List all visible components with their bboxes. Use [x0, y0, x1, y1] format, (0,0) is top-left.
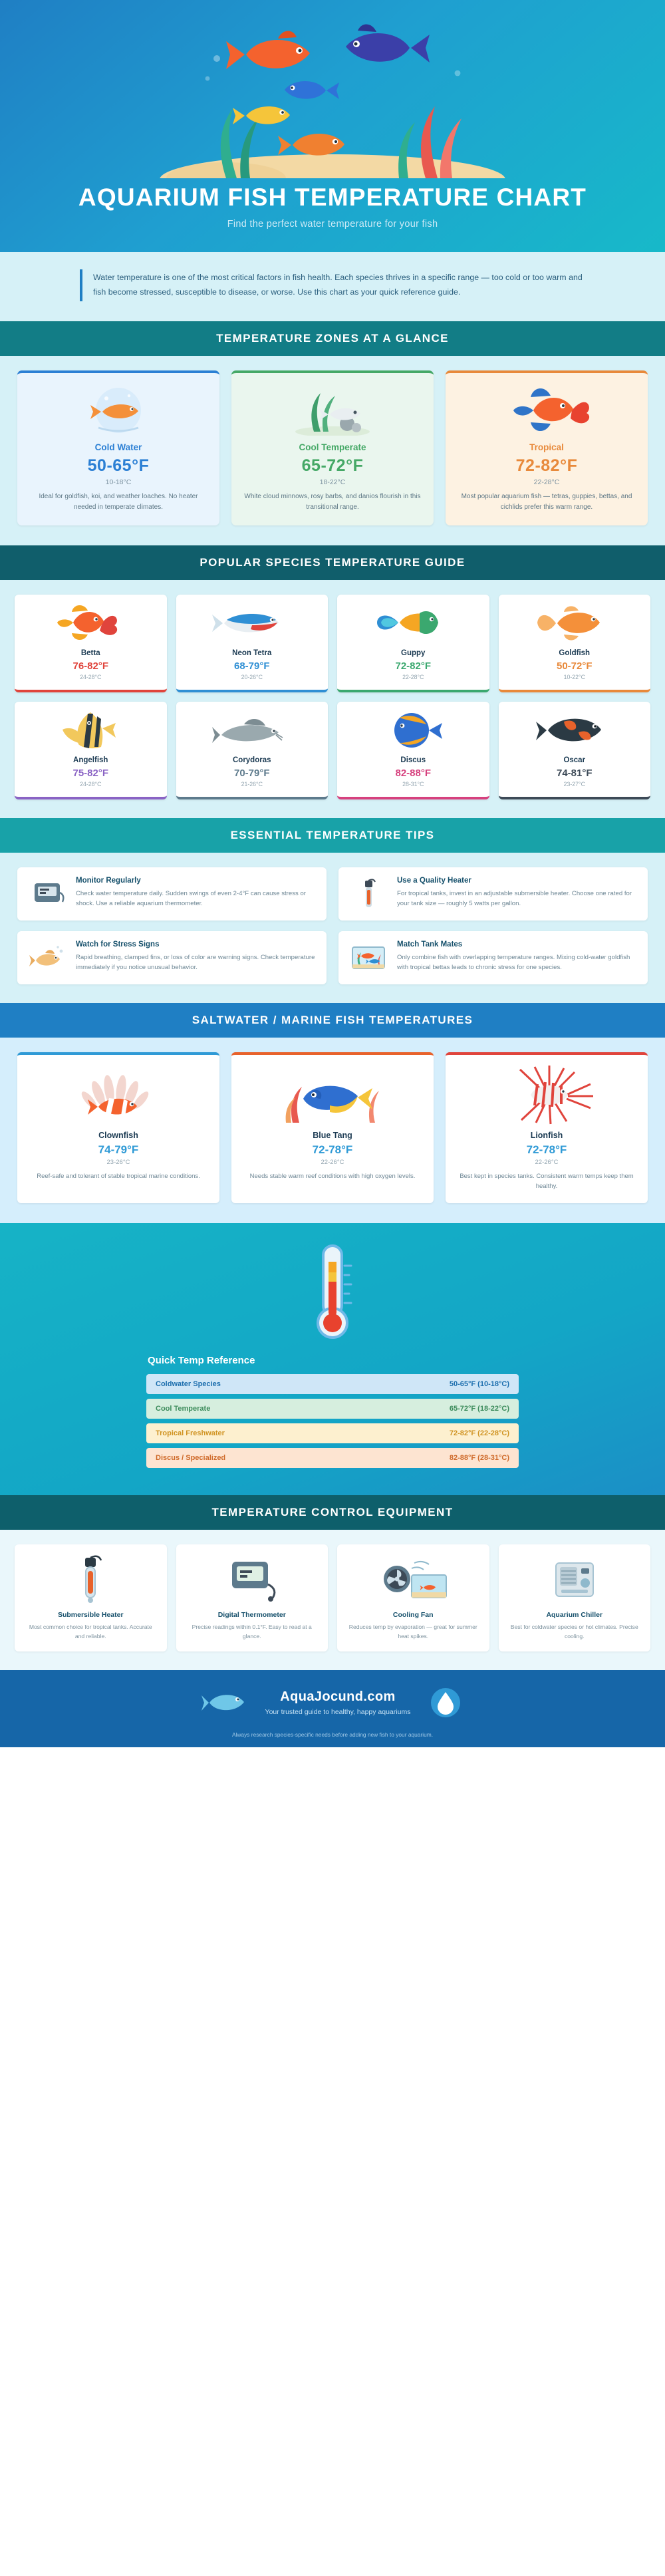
zone-description: White cloud minnows, rosy barbs, and danios flourish in this transitional range. — [244, 492, 421, 511]
equipment-section-header: TEMPERATURE CONTROL EQUIPMENT — [0, 1495, 665, 1530]
species-card-oscar — [499, 702, 651, 799]
species-celsius: 24-28°C — [80, 780, 102, 787]
community-tank-icon — [349, 940, 388, 975]
footer-disclaimer: Always research species-specific needs before adding new fish to your aquarium. — [0, 1731, 665, 1747]
species-celsius: 10-22°C — [563, 673, 585, 680]
page-title: AQUARIUM FISH TEMPERATURE CHART — [78, 184, 587, 211]
species-temp: 70-79°F — [233, 767, 270, 779]
marine-name: Blue Tang — [313, 1130, 352, 1140]
quick-ref-value: 65-72°F (18-22°C) — [449, 1404, 509, 1413]
tip-text: Rapid breathing, clamped fins, or loss of color are warning signs. Check temperature immediately if you notice unusual behavior. — [76, 953, 315, 972]
quick-ref-label: Cool Temperate — [156, 1404, 211, 1413]
intro-section — [0, 252, 665, 321]
quick-reference-title: Quick Temp Reference — [148, 1354, 255, 1366]
species-section — [0, 580, 665, 818]
cool-water-plants-icon — [241, 384, 424, 436]
quick-ref-row-tropical-freshwater — [146, 1423, 519, 1443]
zones-section-header: TEMPERATURE ZONES AT A GLANCE — [0, 321, 665, 356]
species-name: Betta — [80, 648, 100, 657]
species-celsius: 23-27°C — [563, 780, 585, 787]
intro-text: Water temperature is one of the most critical factors in fish health. Each species thrives in a specific range — too cold or too warm and fish become stressed, susceptible to disease, or worse. Use this chart as your quick reference guide. — [93, 273, 583, 297]
marine-temp: 72-78°F — [312, 1143, 353, 1156]
marine-card-lionfish — [446, 1052, 648, 1203]
zone-description: Ideal for goldfish, koi, and weather loaches. No heater needed in temperate climates. — [39, 492, 198, 511]
marine-section — [0, 1038, 665, 1223]
zone-range: 50-65°F — [87, 456, 150, 475]
quick-ref-row-coldwater — [146, 1374, 519, 1394]
page-subtitle: Find the perfect water temperature for your fish — [227, 219, 438, 230]
equipment-section — [0, 1530, 665, 1671]
marine-description: Reef-safe and tolerant of stable tropical marine conditions. — [37, 1172, 200, 1180]
brand-name: AquaJocund.com — [280, 1689, 396, 1705]
clownfish-anemone-icon — [25, 1064, 211, 1125]
species-card-angelfish — [15, 702, 167, 799]
betta-icon — [20, 603, 162, 644]
species-card-corydoras — [176, 702, 329, 799]
zone-range: 72-82°F — [515, 456, 578, 475]
submersible-heater-icon — [21, 1555, 160, 1604]
marine-celsius: 23-26°C — [106, 1158, 130, 1166]
quick-reference-table — [146, 1355, 519, 1468]
aquarium-chiller-icon — [505, 1555, 644, 1604]
equipment-name: Cooling Fan — [392, 1610, 434, 1619]
hero-fish-illustration — [27, 12, 638, 178]
stressed-fish-icon — [28, 940, 66, 975]
lionfish-icon — [454, 1064, 640, 1125]
corydoras-icon — [182, 710, 323, 751]
zone-name: Tropical — [529, 442, 564, 452]
equipment-desc: Most common choice for tropical tanks. Accurate and reliable. — [29, 1623, 152, 1640]
tip-text: Check water temperature daily. Sudden swings of even 2-4°F can cause stress or shock. Use a reliable aquarium thermometer. — [76, 889, 307, 908]
tip-title: Use a Quality Heater — [397, 876, 471, 885]
species-card-guppy — [337, 595, 489, 692]
species-name: Goldfish — [559, 648, 591, 657]
quick-ref-label: Tropical Freshwater — [156, 1429, 225, 1437]
species-grid — [15, 595, 650, 799]
marine-name: Lionfish — [530, 1130, 563, 1140]
cooling-fan-icon — [344, 1555, 483, 1604]
species-celsius: 20-26°C — [241, 673, 263, 680]
equipment-card-aquarium-chiller — [499, 1544, 651, 1652]
discus-icon — [342, 710, 484, 751]
species-celsius: 24-28°C — [80, 673, 102, 680]
species-celsius: 22-28°C — [402, 673, 424, 680]
marine-description: Best kept in species tanks. Consistent warm temps keep them healthy. — [460, 1172, 634, 1190]
marine-temp: 74-79°F — [98, 1143, 139, 1156]
tips-grid — [17, 867, 648, 984]
species-temp: 75-82°F — [72, 767, 109, 779]
species-card-betta — [15, 595, 167, 692]
marine-card-blue-tang — [231, 1052, 434, 1203]
tips-section-header: ESSENTIAL TEMPERATURE TIPS — [0, 818, 665, 853]
zone-range: 65-72°F — [301, 456, 364, 475]
species-name: Discus — [400, 756, 426, 764]
species-name: Corydoras — [232, 756, 271, 764]
zone-card-tropical — [446, 370, 648, 525]
species-temp: 72-82°F — [395, 660, 432, 672]
footer-brand — [265, 1689, 411, 1716]
quick-ref-value: 82-88°F (28-31°C) — [449, 1453, 509, 1462]
water-drop-icon — [428, 1685, 464, 1721]
zone-celsius: 18-22°C — [319, 478, 346, 486]
footer — [0, 1670, 665, 1731]
tip-monitor-regularly — [17, 867, 327, 921]
species-temp: 76-82°F — [72, 660, 109, 672]
marine-name: Clownfish — [98, 1130, 138, 1140]
species-card-goldfish — [499, 595, 651, 692]
tip-stress-signs — [17, 931, 327, 984]
neon-tetra-icon — [182, 603, 323, 644]
quick-ref-row-discus-specialized — [146, 1448, 519, 1468]
zone-description: Most popular aquarium fish — tetras, guppies, bettas, and cichlids prefer this warm range. — [461, 492, 632, 511]
oscar-icon — [504, 710, 646, 751]
quick-ref-value: 50-65°F (10-18°C) — [449, 1379, 509, 1388]
zone-name: Cold Water — [94, 442, 142, 452]
species-name: Neon Tetra — [232, 648, 272, 657]
quick-reference-section — [0, 1223, 665, 1495]
zone-celsius: 10-18°C — [105, 478, 132, 486]
species-name: Angelfish — [73, 756, 108, 764]
hero-section — [0, 0, 665, 252]
zone-card-cool-temperate — [231, 370, 434, 525]
equipment-desc: Precise readings within 0.1°F. Easy to read at a glance. — [192, 1623, 312, 1640]
zone-name: Cool Temperate — [299, 442, 366, 452]
thermometer-icon — [28, 877, 66, 911]
quick-ref-label: Discus / Specialized — [156, 1453, 226, 1462]
species-card-discus — [337, 702, 489, 799]
species-celsius: 28-31°C — [402, 780, 424, 787]
quick-ref-label: Coldwater Species — [156, 1379, 221, 1388]
marine-temp: 72-78°F — [526, 1143, 567, 1156]
equipment-desc: Reduces temp by evaporation — great for summer heat spikes. — [348, 1623, 477, 1640]
tips-section — [0, 853, 665, 1003]
equipment-desc: Best for coldwater species or hot climates. Precise cooling. — [510, 1623, 638, 1640]
brand-tagline: Your trusted guide to healthy, happy aquariums — [265, 1708, 411, 1717]
equipment-name: Submersible Heater — [57, 1610, 124, 1619]
footer-fish-icon — [201, 1689, 248, 1717]
quick-ref-row-cool-temperate — [146, 1399, 519, 1419]
zone-card-cold-water — [17, 370, 219, 525]
marine-section-header: SALTWATER / MARINE FISH TEMPERATURES — [0, 1003, 665, 1038]
angelfish-icon — [20, 710, 162, 751]
digital-thermometer-icon — [183, 1555, 322, 1604]
thermometer-illustration — [0, 1239, 665, 1346]
marine-celsius: 22-26°C — [535, 1158, 559, 1166]
marine-description: Needs stable warm reef conditions with high oxygen levels. — [249, 1172, 416, 1180]
equipment-card-submersible-heater — [15, 1544, 167, 1652]
goldfish-icon — [504, 603, 646, 644]
heater-icon — [349, 877, 388, 911]
intro-box — [80, 269, 585, 301]
zones-row — [0, 356, 665, 545]
equipment-card-cooling-fan — [337, 1544, 489, 1652]
equipment-name: Digital Thermometer — [217, 1610, 286, 1619]
marine-celsius: 22-26°C — [321, 1158, 344, 1166]
tip-title: Watch for Stress Signs — [76, 940, 160, 948]
species-temp: 68-79°F — [233, 660, 270, 672]
tip-title: Match Tank Mates — [397, 940, 463, 948]
betta-fish-icon — [455, 384, 638, 436]
tip-text: Only combine fish with overlapping temperature ranges. Mixing cold-water goldfish with tropical bettas leads to chronic stress for one species. — [397, 953, 630, 972]
goldfish-bowl-icon — [27, 384, 210, 436]
species-name: Oscar — [563, 756, 586, 764]
equipment-card-digital-thermometer — [176, 1544, 329, 1652]
species-card-neon-tetra — [176, 595, 329, 692]
blue-tang-coral-icon — [239, 1064, 426, 1125]
species-temp: 82-88°F — [395, 767, 432, 779]
guppy-icon — [342, 603, 484, 644]
species-celsius: 21-26°C — [241, 780, 263, 787]
species-name: Guppy — [401, 648, 426, 657]
species-temp: 50-72°F — [556, 660, 593, 672]
tip-quality-heater — [338, 867, 648, 921]
quick-ref-value: 72-82°F (22-28°C) — [449, 1429, 509, 1437]
tip-title: Monitor Regularly — [76, 876, 141, 885]
tip-text: For tropical tanks, invest in an adjustable submersible heater. Choose one rated for your tank size — roughly 5 watts per gallon. — [397, 889, 632, 908]
species-temp: 74-81°F — [556, 767, 593, 779]
zone-celsius: 22-28°C — [533, 478, 560, 486]
equipment-name: Aquarium Chiller — [546, 1610, 603, 1619]
species-section-header: POPULAR SPECIES TEMPERATURE GUIDE — [0, 545, 665, 580]
marine-card-clownfish — [17, 1052, 219, 1203]
tip-match-tank-mates — [338, 931, 648, 984]
